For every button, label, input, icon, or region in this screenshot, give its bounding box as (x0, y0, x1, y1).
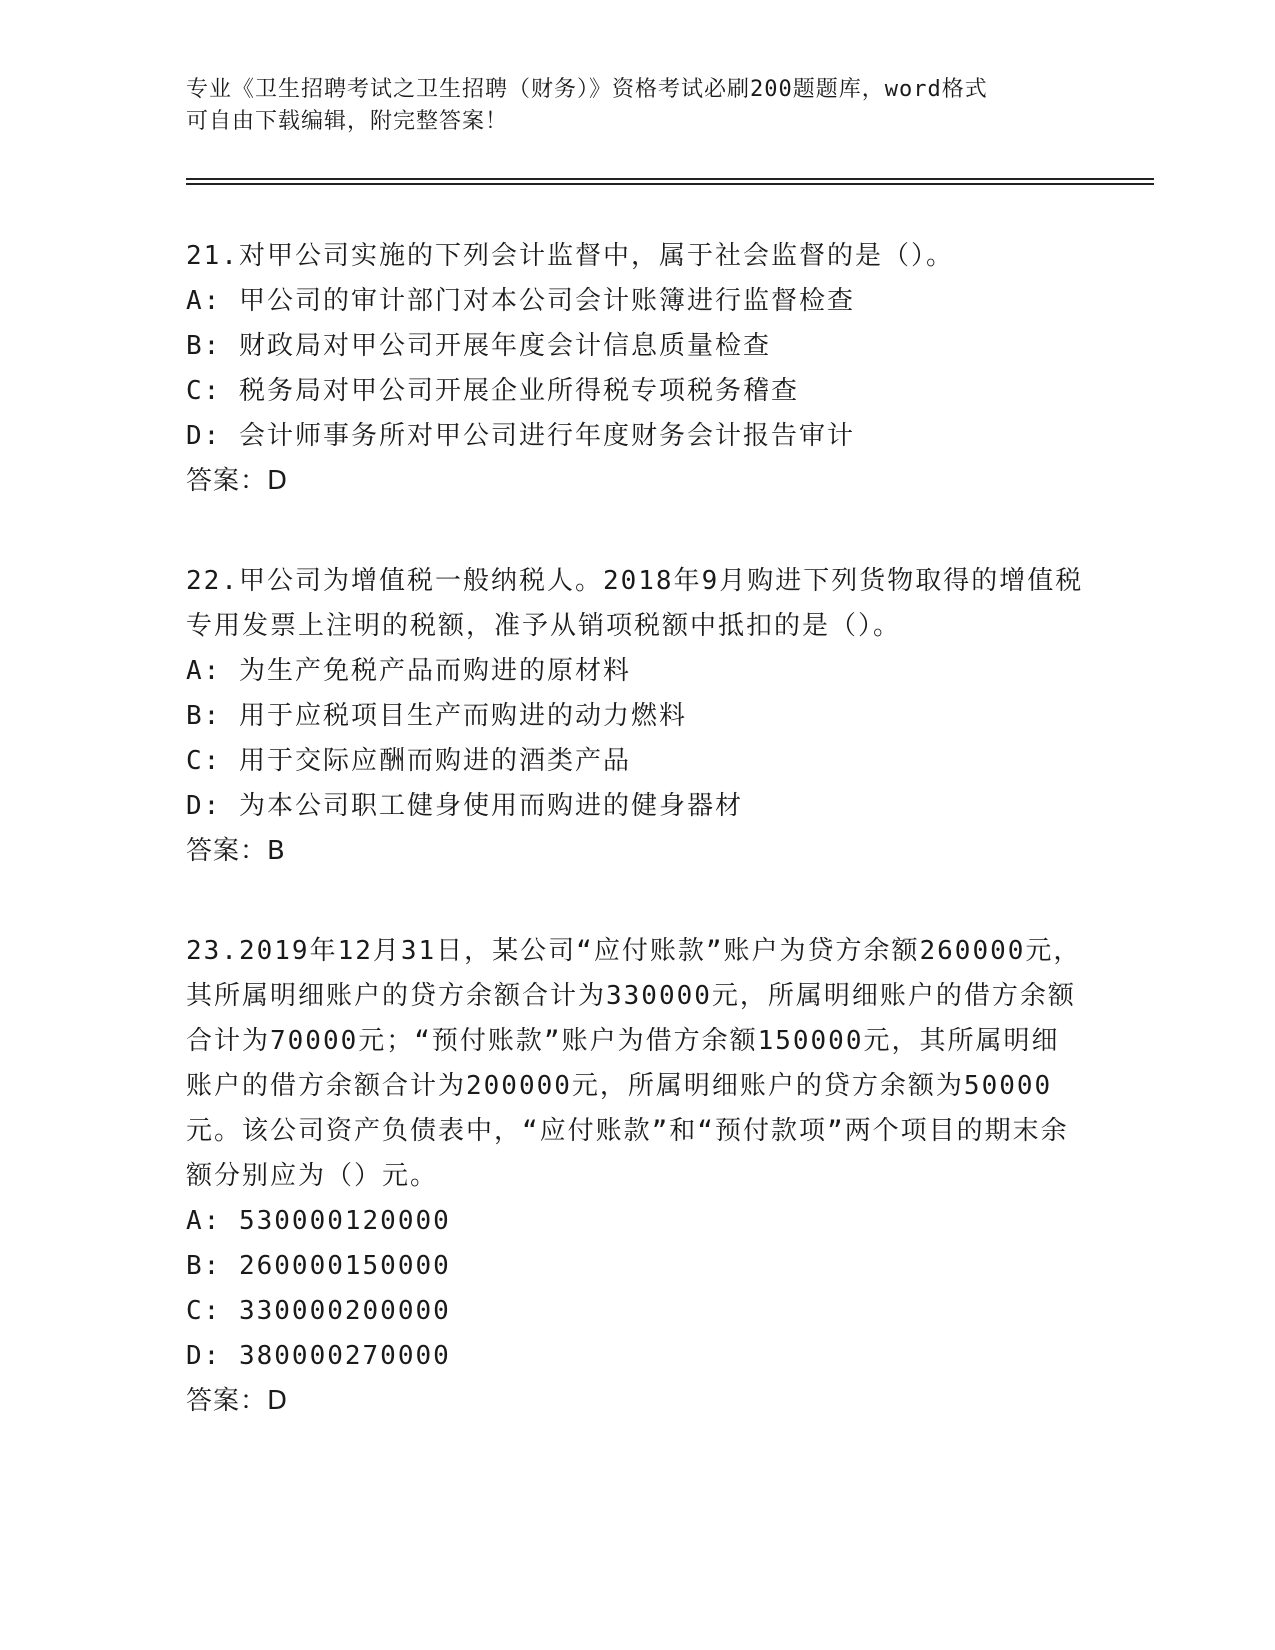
option-c: C: 税务局对甲公司开展企业所得税专项税务稽查 (186, 376, 799, 406)
header-divider-top (186, 178, 1154, 180)
header-divider-bottom (186, 183, 1154, 185)
document-header (186, 74, 1086, 138)
question-21 (186, 234, 1086, 504)
option-b: B: 用于应税项目生产而购进的动力燃料 (186, 701, 687, 731)
answer: 答案：D (186, 466, 289, 496)
option-c: C: 用于交际应酬而购进的酒类产品 (186, 746, 631, 776)
question-23 (186, 929, 1086, 1424)
question-stem: 23.2019年12月31日，某公司“应付账款”账户为贷方余额260000元，其所属明细账户的贷方余额合计为330000元，所属明细账户的借方余额合计为70000元；“预付账款”账户为借方余额150000元，其所属明细账户的借方余额合计为200000元，所属明细账户的贷方余额为50000元。该公司资产负债表中，“应付账款”和“预付款项”两个项目的期末余额分别应为（）元。 (186, 936, 1082, 1191)
option-a: A: 为生产免税产品而购进的原材料 (186, 656, 631, 686)
question-stem: 22.甲公司为增值税一般纳税人。2018年9月购进下列货物取得的增值税专用发票上注明的税额，准予从销项税额中抵扣的是（）。 (186, 566, 1084, 641)
answer: 答案：D (186, 1386, 289, 1416)
question-22 (186, 559, 1086, 874)
option-d: D: 380000270000 (186, 1341, 451, 1371)
option-d: D: 会计师事务所对甲公司进行年度财务会计报告审计 (186, 421, 855, 451)
header-line-2: 可自由下载编辑，附完整答案！ (186, 109, 509, 134)
question-stem: 21.对甲公司实施的下列会计监督中，属于社会监督的是（）。 (186, 241, 954, 271)
option-b: B: 财政局对甲公司开展年度会计信息质量检查 (186, 331, 771, 361)
answer: 答案：B (186, 836, 286, 866)
option-a: A: 530000120000 (186, 1206, 451, 1236)
option-c: C: 330000200000 (186, 1296, 451, 1326)
option-a: A: 甲公司的审计部门对本公司会计账簿进行监督检查 (186, 286, 855, 316)
option-d: D: 为本公司职工健身使用而购进的健身器材 (186, 791, 743, 821)
header-line-1: 专业《卫生招聘考试之卫生招聘（财务）》资格考试必刷200题题库，word格式 (186, 77, 988, 102)
option-b: B: 260000150000 (186, 1251, 451, 1281)
